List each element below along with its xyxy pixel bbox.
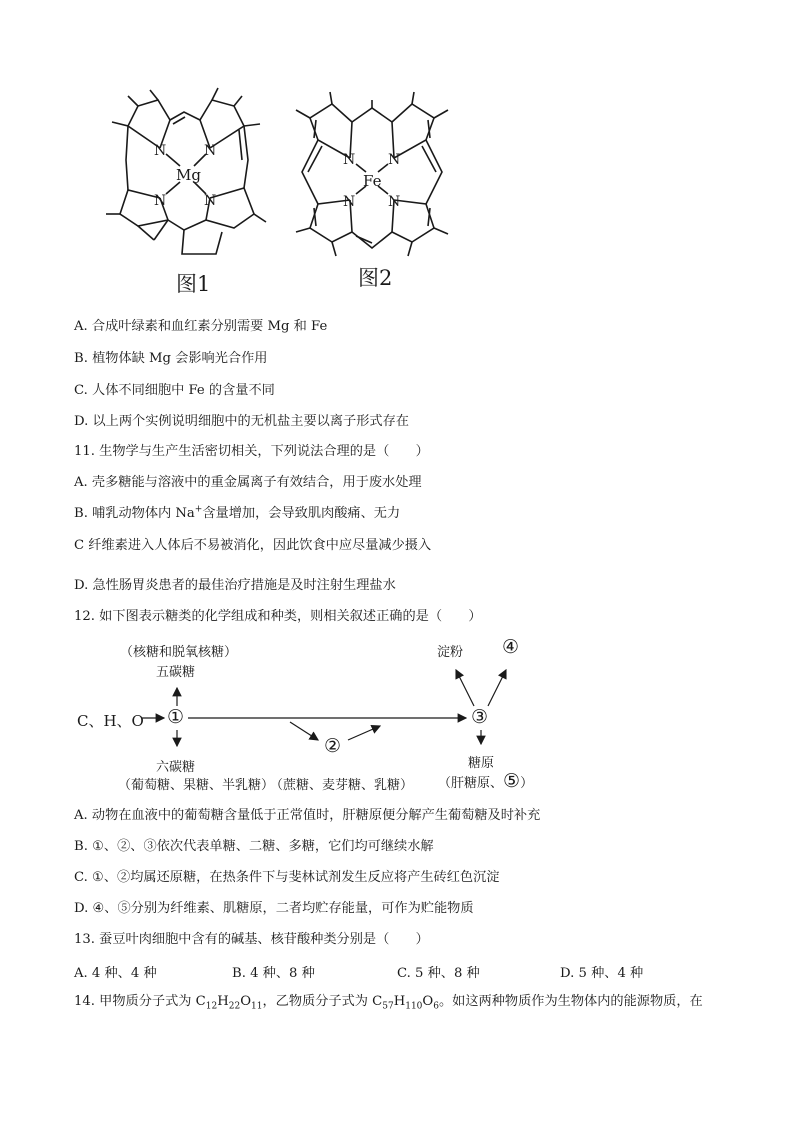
q10-option-d: D. 以上两个实例说明细胞中的无机盐主要以离子形式存在	[74, 414, 409, 429]
q13-option-b: B. 4 种、8 种	[232, 966, 315, 981]
disaccharide-note: （蔗糖、麦芽糖、乳糖）	[270, 778, 414, 793]
q14-part1: 14. 甲物质分子式为 C	[74, 994, 206, 1009]
fig1-n-topleft: N	[154, 143, 167, 159]
pentose-label: 五碳糖	[156, 665, 196, 680]
glycogen-label: 糖原	[468, 756, 495, 771]
q14-sub2: 22	[228, 1001, 241, 1012]
q13-options	[74, 962, 714, 980]
q14-sub6: 6	[433, 1001, 439, 1012]
q13-option-d: D. 5 种、4 种	[560, 966, 644, 981]
node-3: ③	[471, 706, 489, 728]
node-4: ④	[502, 636, 520, 658]
q11-option-d: D. 急性肠胃炎患者的最佳治疗措施是及时注射生理盐水	[74, 578, 396, 593]
q14-part2: H	[217, 994, 229, 1009]
q14-part5: H	[393, 994, 406, 1009]
q12-option-a: A. 动物在血液中的葡萄糖含量低于正常值时，肝糖原便分解产生葡萄糖及时补充	[74, 808, 541, 823]
glycogen-note-post: ）	[520, 776, 534, 791]
fig2-n-bottomright: N	[388, 194, 401, 210]
q13-stem: 13. 蚕豆叶肉细胞中含有的碱基、核苷酸种类分别是（ ）	[74, 932, 429, 947]
q10-option-c: C. 人体不同细胞中 Fe 的含量不同	[74, 383, 275, 398]
fig2-n-topleft: N	[343, 152, 356, 168]
q10-option-a: A. 合成叶绿素和血红素分别需要 Mg 和 Fe	[74, 319, 328, 334]
fig1-center-metal: Mg	[176, 166, 201, 184]
q12-option-c: C. ①、②均属还原糖，在热条件下与斐林试剂发生反应将产生砖红色沉淀	[74, 870, 500, 885]
q12-option-d: D. ④、⑤分别为纤维素、肌糖原，二者均贮存能量，可作为贮能物质	[74, 901, 474, 916]
fig1-n-bottomleft: N	[154, 193, 167, 209]
starch-label: 淀粉	[437, 645, 464, 660]
q10-option-b: B. 植物体缺 Mg 会影响光合作用	[74, 351, 268, 366]
porphyrin-figures	[0, 0, 794, 300]
figure-2-caption: 图2	[358, 266, 393, 290]
q14-part6: O	[422, 994, 434, 1009]
q11-option-c: C 纤维素进入人体后不易被消化，因此饮食中应尽量减少摄入	[74, 538, 432, 553]
hexose-label: 六碳糖	[156, 760, 196, 775]
node-1: ①	[167, 706, 185, 728]
hexose-note: （葡萄糖、果糖、半乳糖）	[118, 778, 275, 793]
q14-sub3: 11	[251, 1001, 263, 1012]
glycogen-note	[438, 770, 533, 792]
q11-b-post: 含量增加，会导致肌肉酸痛、无力	[202, 506, 401, 521]
figure-1-caption: 图1	[176, 272, 211, 296]
q12-option-b: B. ①、②、③依次代表单糖、二糖、多糖，它们均可继续水解	[74, 839, 434, 854]
q11-b-pre: B. 哺乳动物体内 Na	[74, 506, 195, 521]
pentose-note: （核糖和脱氧核糖）	[120, 645, 238, 660]
fig2-n-topright: N	[388, 152, 401, 168]
q14-part4: ，乙物质分子式为 C	[262, 994, 383, 1009]
q14-stem	[74, 993, 703, 1011]
fig2-center-metal: Fe	[363, 172, 382, 190]
q11-option-a: A. 壳多糖能与溶液中的重金属离子有效结合，用于废水处理	[74, 475, 422, 490]
q14-sub4: 57	[382, 1001, 394, 1012]
fig1-n-bottomright: N	[204, 193, 217, 209]
elements-label: C、H、O	[77, 712, 144, 730]
q14-part7: 。如这两种物质作为生物体内的能源物质，在	[438, 994, 703, 1009]
q14-sub5: 110	[405, 1001, 423, 1012]
q12-stem: 12. 如下图表示糖类的化学组成和种类，则相关叙述正确的是（ ）	[74, 609, 482, 624]
q14-sub1: 12	[205, 1001, 218, 1012]
fig2-n-bottomleft: N	[343, 194, 356, 210]
q11-stem: 11. 生物学与生产生活密切相关，下列说法合理的是（ ）	[74, 444, 429, 459]
node-2: ②	[324, 735, 342, 757]
q13-option-a: A. 4 种、4 种	[74, 966, 157, 981]
fig1-n-topright: N	[204, 143, 217, 159]
glycogen-note-pre: （肝糖原、	[438, 776, 504, 791]
node-5: ⑤	[503, 770, 521, 792]
q11-option-b	[74, 505, 400, 523]
q11-b-superscript: +	[194, 504, 203, 515]
q13-option-c: C. 5 种、8 种	[397, 966, 480, 981]
q14-part3: O	[240, 994, 251, 1009]
